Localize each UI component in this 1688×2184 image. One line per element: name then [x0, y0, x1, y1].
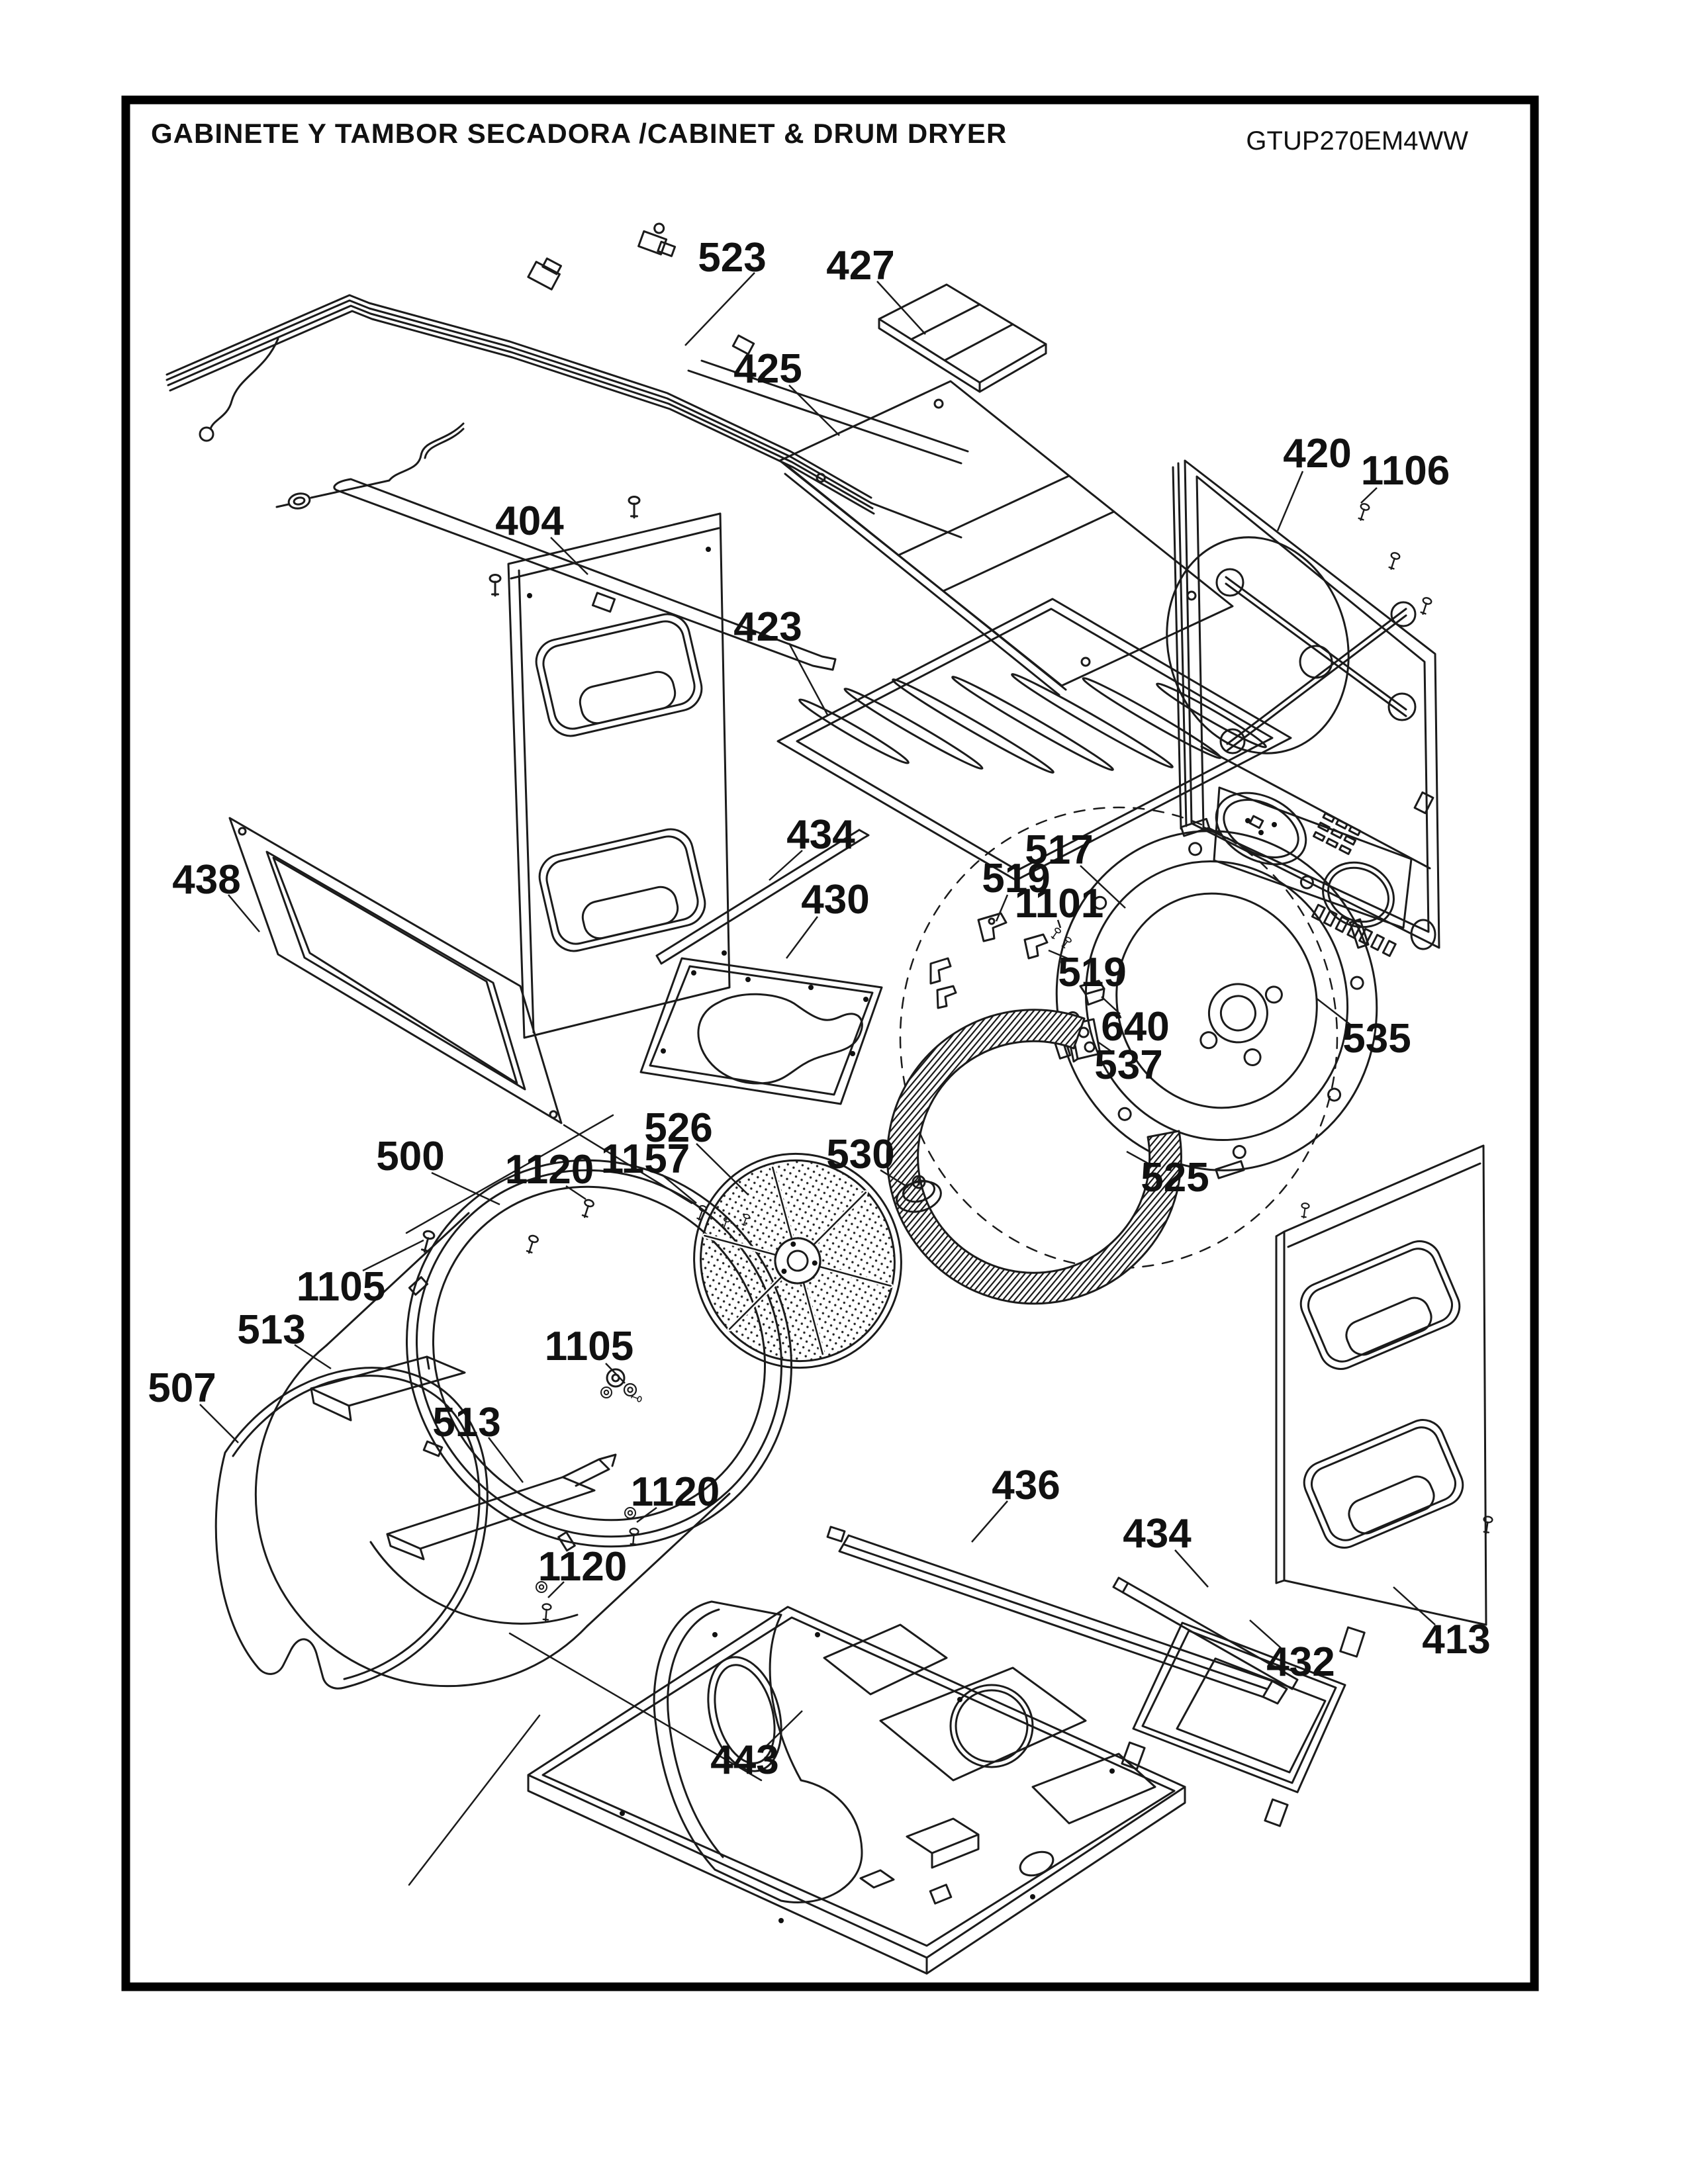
callout-434b: 434	[1123, 1511, 1192, 1557]
callout-640: 640	[1101, 1004, 1170, 1050]
screw-404-top	[1300, 1203, 1309, 1218]
callout-413: 413	[1422, 1617, 1491, 1662]
callout-438: 438	[172, 857, 241, 903]
model-number: GTUP270EM4WW	[1246, 126, 1468, 156]
callout-519b: 519	[1058, 950, 1127, 995]
callout-1101: 1101	[1014, 881, 1104, 927]
screws-1120-upper	[525, 1199, 594, 1254]
screw-404-a	[490, 575, 500, 596]
brackets-519-cluster	[931, 913, 1047, 1008]
callout-436: 436	[992, 1463, 1060, 1508]
leader-lines	[200, 273, 1435, 1746]
callout-425: 425	[733, 346, 802, 392]
callout-523: 523	[698, 235, 767, 281]
callout-423: 423	[733, 604, 802, 650]
callout-1105b: 1105	[544, 1324, 634, 1369]
callout-500: 500	[376, 1134, 445, 1179]
callout-434a: 434	[786, 812, 855, 858]
part-443-base-assembly	[528, 1602, 1185, 1974]
screws-1106	[1356, 503, 1432, 615]
callout-517: 517	[1025, 827, 1094, 873]
washers-1105-b	[601, 1369, 642, 1402]
callout-420: 420	[1283, 431, 1352, 477]
callout-519a: 519	[982, 856, 1051, 901]
screw-404-b	[629, 497, 639, 518]
part-404-left-side-panel	[508, 514, 729, 1038]
callout-443: 443	[710, 1737, 779, 1783]
callout-525: 525	[1141, 1155, 1209, 1201]
callout-530: 530	[826, 1132, 895, 1177]
callout-1105a: 1105	[296, 1264, 386, 1310]
callout-513a: 513	[237, 1307, 306, 1353]
callout-535: 535	[1342, 1016, 1411, 1062]
callout-513b: 513	[432, 1400, 501, 1445]
screw-413	[1482, 1516, 1493, 1534]
callout-1120a: 1120	[504, 1147, 594, 1193]
part-430-door-frame	[641, 958, 882, 1104]
callout-1120b: 1120	[630, 1469, 720, 1515]
part-438-front-panel	[230, 818, 561, 1123]
callout-507: 507	[148, 1365, 216, 1411]
callout-1157: 1157	[600, 1136, 690, 1182]
callout-1106: 1106	[1360, 448, 1450, 494]
callout-427: 427	[826, 243, 895, 289]
part-436-support-strip	[827, 1527, 1287, 1704]
callout-404: 404	[495, 498, 564, 544]
page-title: GABINETE Y TAMBOR SECADORA /CABINET & DRUM DRYER	[151, 118, 1008, 149]
part-413-right-side-panel	[1276, 1146, 1486, 1657]
part-427-panel	[879, 285, 1046, 392]
callout-526: 526	[644, 1105, 713, 1151]
callout-1120c: 1120	[538, 1544, 628, 1590]
part-425-top-panel	[780, 381, 1233, 695]
callout-537: 537	[1094, 1042, 1163, 1088]
callout-432: 432	[1266, 1639, 1335, 1685]
callout-430: 430	[801, 877, 870, 923]
